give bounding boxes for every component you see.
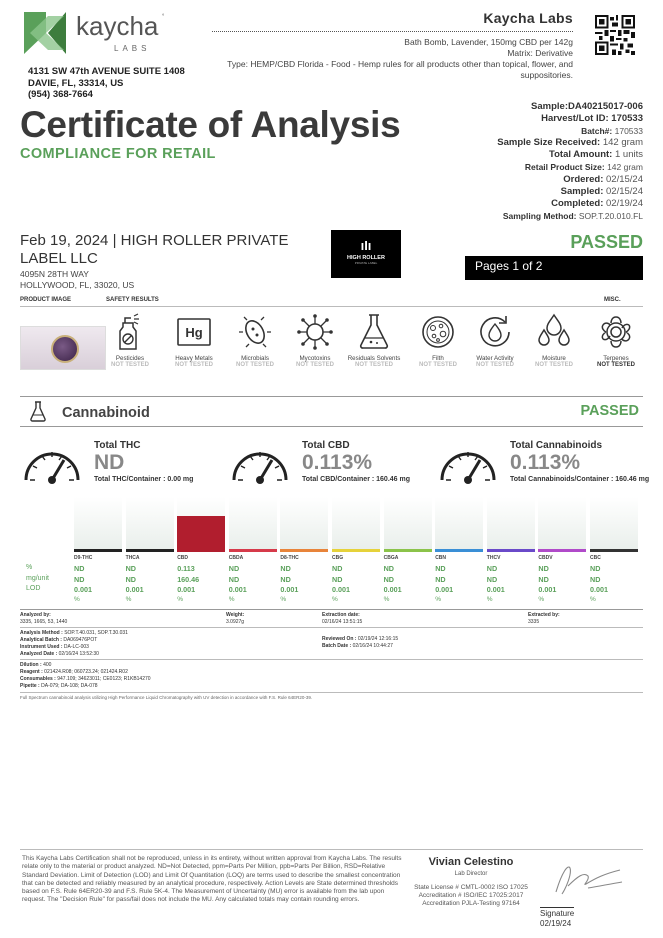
review-block: Reviewed On : 02/19/24 12:16:15 Batch Date : 02/16/24 10:44:27 xyxy=(322,636,399,649)
bar-cap xyxy=(332,549,380,552)
cell-mg: ND xyxy=(590,574,601,584)
cell-unit: % xyxy=(280,595,287,603)
total-total-cannabinoids xyxy=(510,440,650,484)
safety-status: NOT TESTED xyxy=(235,362,274,368)
column-header: D9-THC xyxy=(74,555,93,561)
extraction-date: Extraction date: 02/16/24 13:51:15 xyxy=(322,612,363,625)
sample-id: Sample:DA40215017-006 xyxy=(531,101,643,112)
cell-lod: 0.001 xyxy=(74,585,92,594)
virus-icon xyxy=(297,312,333,352)
analysis-method-block: Analysis Method : SOP.T.40.031, SOP.T.30.031 Analytical Batch : DA069476POT Instrument Used : DA-LC-003 Analyzed Date : 02/16/24 13:52:30 xyxy=(20,630,128,657)
safety-item-mycotoxins xyxy=(283,312,347,368)
total-label: Total CBD xyxy=(302,440,350,451)
divider xyxy=(20,692,643,693)
size-received-value: 142 gram xyxy=(602,137,643,149)
bar-thca xyxy=(126,497,174,552)
cell-pct: ND xyxy=(383,564,394,573)
safety-status: NOT TESTED xyxy=(596,362,635,368)
gauge-icon xyxy=(436,436,500,491)
safety-name: Moisture xyxy=(542,355,566,362)
safety-item-moisture xyxy=(522,312,586,368)
safety-item-filth xyxy=(406,312,470,368)
completed-value: 02/19/24 xyxy=(606,197,643,209)
cell-mg: ND xyxy=(538,574,549,584)
row-label: mg/unit xyxy=(26,574,49,582)
total-amount-value: 1 units xyxy=(615,149,643,161)
cell-lod: 0.001 xyxy=(435,585,454,594)
bar-cap xyxy=(384,549,432,552)
divider xyxy=(20,609,643,610)
weight: Weight: 3.0927g xyxy=(226,612,245,625)
cell-pct: ND xyxy=(435,564,446,573)
bar-cap xyxy=(487,549,535,552)
cell-unit: % xyxy=(74,595,80,603)
bar-cbc xyxy=(590,497,638,552)
safety-status: NOT TESTED xyxy=(110,362,149,368)
product-image xyxy=(20,326,106,370)
flask-icon xyxy=(28,400,48,422)
reagent-block: Dilution : 400 Reagent : 021424.R08; 060723.24; 021424.R02 Consumables : 947.109; 34623011; CE0123; R1KB14270 Pipette : DA-079; DA-108; DA-078 xyxy=(20,662,151,689)
cell-lod: 0.001 xyxy=(486,585,505,594)
cell-mg: ND xyxy=(280,574,291,584)
column-header: CBN xyxy=(435,555,447,561)
lab-name: Kaycha Labs xyxy=(483,10,573,26)
safety-item-microbials xyxy=(223,312,287,368)
cell-pct: ND xyxy=(590,564,601,573)
cell-pct: ND xyxy=(74,564,85,573)
bar-cbn xyxy=(435,497,483,552)
safety-name: Residuals Solvents xyxy=(347,355,401,362)
safety-name: Heavy Metals xyxy=(175,355,213,362)
gauge-icon xyxy=(20,436,84,491)
signature-block: Signature 02/19/24 xyxy=(540,909,575,928)
cell-lod: 0.001 xyxy=(228,585,247,594)
bar-cap xyxy=(538,549,586,552)
divider xyxy=(20,849,643,850)
cell-pct: ND xyxy=(125,564,136,573)
bacteria-icon xyxy=(237,312,273,352)
cell-mg: ND xyxy=(74,574,85,584)
analysis-note: Full Spectrum cannabinoid analysis utilizing High Performance Liquid Chromatography with UV detection in accordance with F.S. Rule 64ER20-39. xyxy=(20,695,313,700)
client-logo-icon: ıIı xyxy=(360,238,372,253)
total-value: ND xyxy=(94,451,125,474)
mercury-hg-icon xyxy=(176,312,212,352)
safety-name: Water Activity xyxy=(476,355,514,362)
cell-pct: ND xyxy=(228,564,240,573)
column-header: THCA xyxy=(125,555,140,561)
safety-name: Mycotoxins xyxy=(299,355,331,362)
page-count: Pages 1 of 2 xyxy=(465,256,643,280)
bar-fill xyxy=(177,516,225,549)
spray-bottle-icon xyxy=(112,312,148,352)
page-subtitle: COMPLIANCE FOR RETAIL xyxy=(20,146,216,162)
bar-cbg xyxy=(332,497,380,552)
qr-code-icon[interactable] xyxy=(595,15,635,55)
retail-size-value: 142 gram xyxy=(607,162,643,173)
kaycha-k-icon xyxy=(20,8,70,58)
bar-d9-thc xyxy=(74,497,122,552)
cell-pct: ND xyxy=(332,564,343,573)
safety-item-water-activity xyxy=(463,312,527,368)
column-header: CBGA xyxy=(383,555,399,561)
overall-status: PASSED xyxy=(570,232,643,252)
divider xyxy=(20,627,643,628)
cell-mg: ND xyxy=(125,574,136,584)
bar-cap xyxy=(126,549,174,552)
analyzed-by: Analyzed by: 3335, 1665, 53, 1440 xyxy=(20,612,68,625)
total-per-container: Total CBD/Container : 160.46 mg xyxy=(302,476,411,483)
extracted-by: Extracted by: 3335 xyxy=(528,612,560,625)
cell-mg: ND xyxy=(435,574,446,584)
bar-thcv xyxy=(487,497,535,552)
column-header: D8-THC xyxy=(280,555,299,561)
cell-unit: % xyxy=(383,595,390,603)
safety-item-pesticides xyxy=(98,312,162,368)
product-info xyxy=(173,37,573,81)
petri-dish-icon xyxy=(420,312,456,352)
safety-item-residuals-solvents xyxy=(342,312,406,368)
logo-brand: kaycha xyxy=(76,11,159,41)
divider xyxy=(212,31,573,32)
bar-cap xyxy=(229,549,277,552)
cell-pct: ND xyxy=(280,564,291,573)
cell-pct: ND xyxy=(486,564,498,573)
cell-unit: % xyxy=(486,595,493,603)
cannabinoid-status: PASSED xyxy=(580,403,639,419)
column-header: CBC xyxy=(590,555,601,561)
cell-lod: 0.001 xyxy=(590,585,608,594)
cell-mg: 160.46 xyxy=(177,574,200,584)
total-value: 0.113% xyxy=(302,451,373,474)
bar-cap xyxy=(280,549,328,552)
harvest-lot: Harvest/Lot ID: 170533 xyxy=(541,113,643,125)
signer-role: Lab Director xyxy=(454,871,488,877)
signature-image xyxy=(548,858,628,898)
client-logo: ıIı HIGH ROLLER PRIVATE LABEL xyxy=(331,230,401,278)
ordered-value: 02/15/24 xyxy=(606,173,643,185)
safety-name: Terpenes xyxy=(603,355,629,362)
safety-status: NOT TESTED xyxy=(418,362,457,368)
cell-lod: 0.001 xyxy=(280,585,299,594)
safety-item-heavy-metals xyxy=(162,312,226,368)
sample-details: Sample:DA40215017-006 Harvest/Lot ID: 170533 Batch#: 170533 Sample Size Received: 142 gram Total Amount: 1 units Retail Product Size: 142 gram Ordered: 02/15/24 Sampled: 02/15/24 Completed: 02/19/24 Sampling Method: SOP.T.20.010.FL xyxy=(497,101,643,221)
bar-cbd xyxy=(177,497,225,552)
gauge-icon xyxy=(228,436,292,491)
column-header: CBG xyxy=(332,555,344,561)
column-header: THCV xyxy=(486,555,501,561)
product-type: Type: HEMP/CBD Florida - Food - Hemp rules for all products other than topical, flower, and suppositories. xyxy=(227,59,573,80)
cell-lod: 0.001 xyxy=(538,585,557,594)
safety-status: NOT TESTED xyxy=(475,362,514,368)
page-title: Certificate of Analysis xyxy=(20,104,401,145)
bar-d8-thc xyxy=(280,497,328,552)
bar-cap xyxy=(590,549,638,552)
column-header: CBDV xyxy=(538,555,553,561)
bar-cap xyxy=(177,549,225,552)
cell-unit: % xyxy=(125,595,132,603)
safety-status: NOT TESTED xyxy=(534,362,573,368)
water-cycle-icon xyxy=(477,312,513,352)
cell-pct: 0.113 xyxy=(177,564,195,573)
total-per-container: Total THC/Container : 0.00 mg xyxy=(94,476,194,483)
lab-address: 4131 SW 47th AVENUE SUITE 1408 DAVIE, FL, 33314, US (954) 368-7664 xyxy=(28,66,185,100)
safety-name: Pesticides xyxy=(115,355,145,362)
bar-cbda xyxy=(229,497,277,552)
total-value: 0.113% xyxy=(510,451,581,474)
cell-lod: 0.001 xyxy=(177,585,196,594)
cell-unit: % xyxy=(538,595,545,603)
safety-status: NOT TESTED xyxy=(295,362,334,368)
cell-mg: ND xyxy=(486,574,498,584)
total-label: Total THC xyxy=(94,440,141,451)
signer-name: Vivian Celestino xyxy=(428,856,514,868)
total-label: Total Cannabinoids xyxy=(510,440,603,451)
row-label: LOD xyxy=(26,585,41,592)
safety-status: NOT TESTED xyxy=(174,362,213,368)
divider xyxy=(20,659,643,660)
cell-pct: ND xyxy=(538,564,549,573)
bar-cbdv xyxy=(538,497,586,552)
flask-icon xyxy=(356,312,392,352)
section-safety-results: SAFETY RESULTS xyxy=(106,297,159,303)
cell-unit: % xyxy=(590,595,596,603)
cell-mg: ND xyxy=(228,574,240,584)
batch-value: 170533 xyxy=(614,126,643,137)
kaycha-logo: kaycha ° LABS xyxy=(20,8,200,64)
total-per-container: Total Cannabinoids/Container : 160.46 mg xyxy=(510,476,650,483)
sampled-value: 02/15/24 xyxy=(606,185,643,197)
bar-cap xyxy=(74,549,122,552)
cell-unit: % xyxy=(228,595,235,603)
safety-status: NOT TESTED xyxy=(354,362,393,368)
logo-sub: LABS xyxy=(114,44,151,53)
svg-text:Hg: Hg xyxy=(185,325,203,340)
section-product-image: PRODUCT IMAGE xyxy=(20,297,71,303)
signer-license: State License # CMTL-0002 ISO 17025 Accreditation # ISO/IEC 17025:2017 Accreditation PJLA-Testing 97164 xyxy=(414,884,528,908)
droplets-icon xyxy=(536,312,572,352)
cell-mg: ND xyxy=(383,574,394,584)
cell-lod: 0.001 xyxy=(383,585,402,594)
section-misc: MISC. xyxy=(604,297,621,303)
column-header: CBDA xyxy=(228,555,244,561)
sampling-method-value: SOP.T.20.010.FL xyxy=(578,210,643,221)
total-total-thc xyxy=(94,440,234,484)
cell-unit: % xyxy=(435,595,441,603)
bar-cbga xyxy=(384,497,432,552)
safety-item-terpenes xyxy=(584,312,648,368)
safety-name: Filth xyxy=(432,355,444,362)
column-header: CBD xyxy=(177,555,189,561)
total-total-cbd xyxy=(302,440,442,484)
client-address: 4095N 28TH WAY HOLLYWOOD, FL, 33020, US xyxy=(20,269,135,290)
cell-unit: % xyxy=(177,595,183,603)
bar-cap xyxy=(435,549,483,552)
cannabinoid-chart xyxy=(20,497,640,552)
flower-icon xyxy=(598,312,634,352)
client-name: Feb 19, 2024 | HIGH ROLLER PRIVATE LABEL LLC xyxy=(20,232,289,267)
disclaimer: This Kaycha Labs Certification shall not be reproduced, unless in its entirety, without written approval from Kaycha Labs. The results relate only to the material or product analyzed. ND=Not Detected, ppm=Parts Per Million, ppb=Parts Per Billion, RSD=Relative Standard Deviation. Limit of Detection (LOD) and Limit Of Quantitation (LOQ) are terms used to describe the smallest concentration that can be detected and reliably measured by an analytical procedure, respectively. Action Levels are State determined thresholds based on F.S. Rule 64ER20-39 and F.S. Rule 5K-4. The Measurement of Uncertainty (MU) error is available from the lab upon request. The "Decision Rule" for pass/fail does not include the MU. Any calculated totals may contain rounding errors. xyxy=(22,855,402,904)
safety-name: Microbials xyxy=(241,355,269,362)
divider xyxy=(20,306,643,307)
product-matrix: Matrix: Derivative xyxy=(507,48,573,58)
cell-lod: 0.001 xyxy=(332,585,350,594)
cell-lod: 0.001 xyxy=(125,585,144,594)
cannabinoid-title: Cannabinoid xyxy=(62,405,150,421)
row-label: % xyxy=(26,564,33,571)
product-name: Bath Bomb, Lavender, 150mg CBD per 142g xyxy=(404,37,573,47)
cell-mg: ND xyxy=(332,574,343,584)
cell-unit: % xyxy=(332,595,338,603)
